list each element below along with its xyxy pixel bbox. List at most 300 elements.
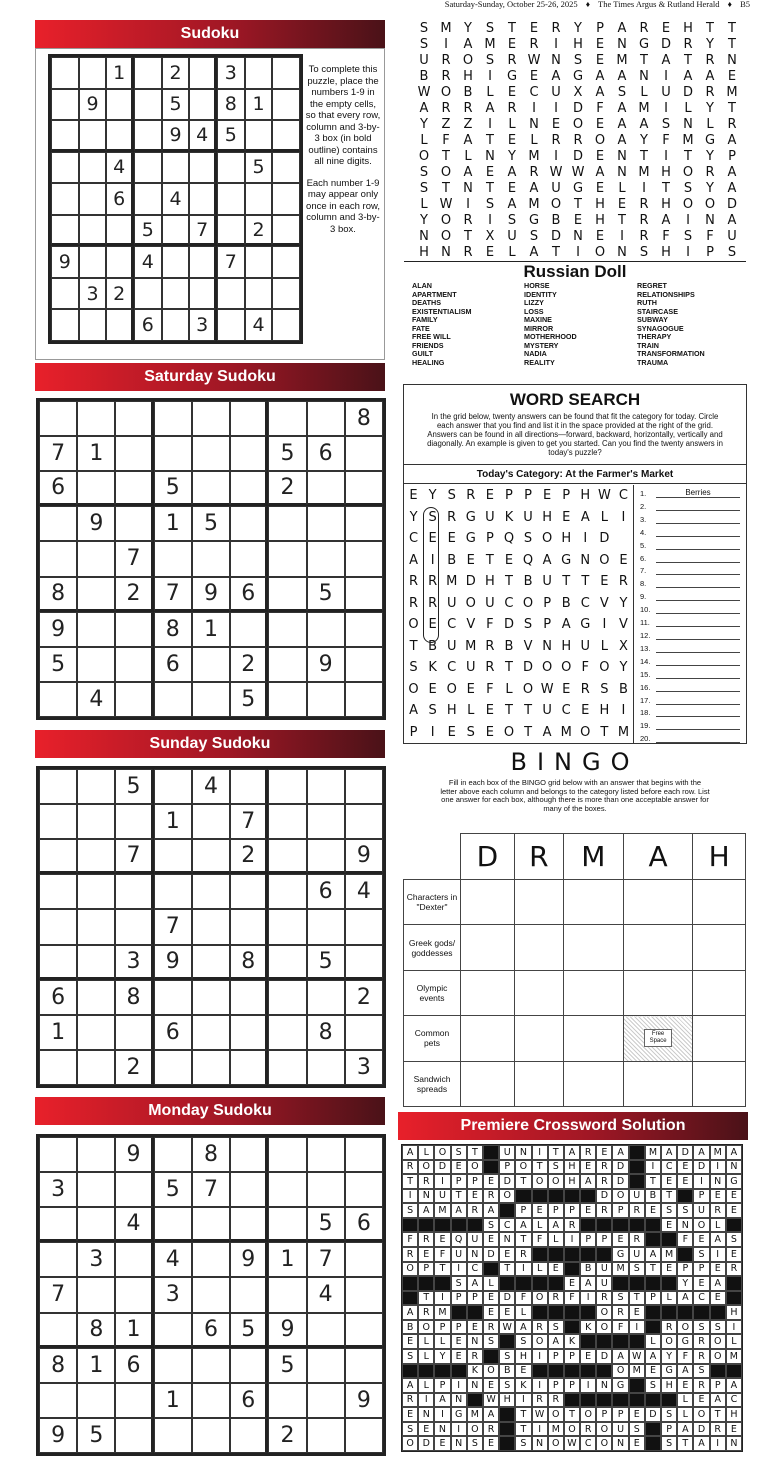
sudoku-cell[interactable]: 2: [162, 57, 190, 89]
sudoku-cell[interactable]: 6: [230, 577, 268, 612]
sudoku-cell[interactable]: [115, 1172, 153, 1207]
sudoku-cell[interactable]: [77, 612, 115, 647]
answer-blank[interactable]: [656, 695, 740, 705]
sudoku-cell[interactable]: [345, 436, 383, 471]
sudoku-cell[interactable]: [115, 1015, 153, 1050]
sudoku-cell[interactable]: [77, 647, 115, 682]
sudoku-cell[interactable]: 2: [268, 1418, 306, 1453]
bingo-cell[interactable]: [461, 880, 515, 925]
sudoku-cell[interactable]: [230, 909, 268, 944]
sudoku-cell[interactable]: [307, 612, 345, 647]
answer-blank[interactable]: [656, 578, 740, 588]
sudoku-cell[interactable]: [154, 1207, 192, 1242]
sudoku-cell[interactable]: 5: [268, 436, 306, 471]
sudoku-cell[interactable]: 1: [154, 804, 192, 839]
sudoku-cell[interactable]: 4: [245, 309, 273, 341]
sudoku-cell[interactable]: [39, 506, 77, 541]
sudoku-cell[interactable]: 8: [39, 1348, 77, 1383]
sudoku-cell[interactable]: 5: [154, 471, 192, 506]
sudoku-cell[interactable]: [77, 1172, 115, 1207]
bingo-cell[interactable]: [461, 970, 515, 1015]
sudoku-cell[interactable]: 4: [154, 1242, 192, 1277]
sudoku-cell[interactable]: [134, 57, 162, 89]
sudoku-cell[interactable]: 9: [162, 120, 190, 152]
answer-blank[interactable]: [656, 617, 740, 627]
sudoku-cell[interactable]: [79, 152, 107, 184]
sudoku-cell[interactable]: [154, 874, 192, 909]
bingo-cell[interactable]: [461, 925, 515, 970]
sudoku-cell[interactable]: [192, 401, 230, 436]
answer-blank[interactable]: [656, 527, 740, 537]
sudoku-cell[interactable]: [39, 1207, 77, 1242]
sudoku-cell[interactable]: 1: [115, 1313, 153, 1348]
sudoku-cell[interactable]: [189, 152, 217, 184]
sudoku-cell[interactable]: [39, 1242, 77, 1277]
sudoku-cell[interactable]: [272, 120, 300, 152]
sudoku-cell[interactable]: [307, 909, 345, 944]
sudoku-cell[interactable]: [192, 1418, 230, 1453]
bingo-cell[interactable]: [514, 1061, 563, 1106]
sudoku-cell[interactable]: 2: [230, 647, 268, 682]
sudoku-cell[interactable]: [115, 506, 153, 541]
sudoku-cell[interactable]: [345, 1172, 383, 1207]
sudoku-cell[interactable]: [77, 1015, 115, 1050]
sudoku-cell[interactable]: [51, 57, 79, 89]
sudoku-cell[interactable]: 7: [115, 839, 153, 874]
sudoku-cell[interactable]: [345, 506, 383, 541]
sudoku-cell[interactable]: [77, 945, 115, 980]
sudoku-cell[interactable]: [307, 506, 345, 541]
sudoku-cell[interactable]: [154, 839, 192, 874]
answer-blank[interactable]: [656, 565, 740, 575]
sudoku-cell[interactable]: [154, 1348, 192, 1383]
bingo-cell[interactable]: [461, 1016, 515, 1061]
sudoku-cell[interactable]: [162, 246, 190, 278]
sudoku-cell[interactable]: [115, 1418, 153, 1453]
sudoku-cell[interactable]: [268, 980, 306, 1015]
sudoku-cell[interactable]: [77, 980, 115, 1015]
sudoku-cell[interactable]: [230, 1277, 268, 1312]
sudoku-cell[interactable]: [345, 1277, 383, 1312]
sudoku-cell[interactable]: 7: [115, 541, 153, 576]
sudoku-cell[interactable]: 6: [39, 980, 77, 1015]
sudoku-cell[interactable]: 3: [79, 278, 107, 310]
answer-blank[interactable]: [656, 604, 740, 614]
sudoku-cell[interactable]: [39, 804, 77, 839]
sudoku-cell[interactable]: 2: [230, 839, 268, 874]
sudoku-cell[interactable]: [268, 839, 306, 874]
sudoku-cell[interactable]: [217, 309, 245, 341]
answer-blank[interactable]: [656, 553, 740, 563]
sudoku-cell[interactable]: [192, 839, 230, 874]
sudoku-cell[interactable]: 2: [106, 278, 134, 310]
bingo-cell[interactable]: [563, 880, 623, 925]
sudoku-cell[interactable]: [245, 57, 273, 89]
sudoku-cell[interactable]: [230, 874, 268, 909]
sudoku-cell[interactable]: [134, 183, 162, 215]
sudoku-cell[interactable]: 4: [192, 769, 230, 804]
answer-blank[interactable]: [656, 733, 740, 743]
sudoku-cell[interactable]: [345, 471, 383, 506]
sudoku-cell[interactable]: 5: [115, 769, 153, 804]
sudoku-cell[interactable]: [307, 541, 345, 576]
sudoku-cell[interactable]: 5: [245, 152, 273, 184]
sudoku-cell[interactable]: [230, 1207, 268, 1242]
sudoku-cell[interactable]: [134, 278, 162, 310]
sudoku-cell[interactable]: 5: [230, 682, 268, 717]
sudoku-cell[interactable]: 9: [77, 506, 115, 541]
sudoku-cell[interactable]: [154, 1137, 192, 1172]
sudoku-cell[interactable]: [115, 612, 153, 647]
sudoku-cell[interactable]: [307, 1348, 345, 1383]
sudoku-cell[interactable]: [115, 804, 153, 839]
sudoku-cell[interactable]: 5: [77, 1418, 115, 1453]
sudoku-cell[interactable]: [77, 541, 115, 576]
sudoku-cell[interactable]: [307, 980, 345, 1015]
sudoku-cell[interactable]: 7: [217, 246, 245, 278]
sudoku-cell[interactable]: [51, 89, 79, 121]
sudoku-cell[interactable]: [272, 183, 300, 215]
sudoku-cell[interactable]: [162, 152, 190, 184]
sudoku-cell[interactable]: [272, 278, 300, 310]
sudoku-cell[interactable]: [268, 874, 306, 909]
sudoku-cell[interactable]: [230, 1172, 268, 1207]
sudoku-cell[interactable]: [154, 1418, 192, 1453]
sudoku-cell[interactable]: [154, 1050, 192, 1085]
sudoku-cell[interactable]: 7: [192, 1172, 230, 1207]
sudoku-cell[interactable]: 9: [230, 1242, 268, 1277]
sudoku-cell[interactable]: 7: [154, 909, 192, 944]
sudoku-cell[interactable]: [245, 278, 273, 310]
sudoku-cell[interactable]: 5: [154, 1172, 192, 1207]
sudoku-cell[interactable]: [245, 120, 273, 152]
sudoku-cell[interactable]: 2: [268, 471, 306, 506]
sudoku-cell[interactable]: 9: [154, 945, 192, 980]
sudoku-cell[interactable]: 5: [307, 1207, 345, 1242]
sudoku-cell[interactable]: [268, 1207, 306, 1242]
bingo-cell[interactable]: [693, 1061, 746, 1106]
bingo-cell[interactable]: [563, 1061, 623, 1106]
answer-blank[interactable]: [656, 656, 740, 666]
sudoku-cell[interactable]: [115, 436, 153, 471]
sudoku-cell[interactable]: [192, 1207, 230, 1242]
sudoku-cell[interactable]: 8: [154, 612, 192, 647]
sudoku-cell[interactable]: [217, 278, 245, 310]
sudoku-cell[interactable]: [192, 436, 230, 471]
sudoku-cell[interactable]: [51, 215, 79, 247]
bingo-cell[interactable]: [623, 1016, 692, 1061]
sudoku-cell[interactable]: [307, 471, 345, 506]
sudoku-cell[interactable]: [192, 1348, 230, 1383]
sudoku-cell[interactable]: [115, 1277, 153, 1312]
sudoku-cell[interactable]: [345, 1348, 383, 1383]
sudoku-cell[interactable]: 6: [307, 874, 345, 909]
bingo-cell[interactable]: [514, 880, 563, 925]
sudoku-cell[interactable]: [307, 1137, 345, 1172]
bingo-cell[interactable]: [623, 925, 692, 970]
sudoku-cell[interactable]: 8: [217, 89, 245, 121]
sudoku-cell[interactable]: 3: [154, 1277, 192, 1312]
sudoku-cell[interactable]: [115, 909, 153, 944]
sudoku-cell[interactable]: [115, 471, 153, 506]
sudoku-cell[interactable]: [268, 945, 306, 980]
sudoku-cell[interactable]: [77, 1137, 115, 1172]
sudoku-cell[interactable]: [268, 1383, 306, 1418]
sudoku-cell[interactable]: [189, 246, 217, 278]
sudoku-cell[interactable]: 1: [77, 436, 115, 471]
sudoku-cell[interactable]: 6: [115, 1348, 153, 1383]
sudoku-cell[interactable]: [268, 647, 306, 682]
sudoku-cell[interactable]: 1: [106, 57, 134, 89]
sudoku-cell[interactable]: 5: [307, 945, 345, 980]
sudoku-cell[interactable]: [162, 278, 190, 310]
sudoku-cell[interactable]: [268, 506, 306, 541]
sudoku-cell[interactable]: 8: [230, 945, 268, 980]
sudoku-cell[interactable]: [230, 1348, 268, 1383]
sudoku-cell[interactable]: [192, 1015, 230, 1050]
sudoku-cell[interactable]: [39, 909, 77, 944]
sudoku-cell[interactable]: 9: [307, 647, 345, 682]
sudoku-cell[interactable]: 3: [217, 57, 245, 89]
sudoku-cell[interactable]: 2: [115, 577, 153, 612]
sudoku-cell[interactable]: [230, 506, 268, 541]
sudoku-cell[interactable]: [51, 183, 79, 215]
sudoku-cell[interactable]: [51, 309, 79, 341]
sudoku-cell[interactable]: [134, 152, 162, 184]
sudoku-cell[interactable]: [79, 57, 107, 89]
sudoku-cell[interactable]: 7: [189, 215, 217, 247]
sudoku-cell[interactable]: 2: [345, 980, 383, 1015]
sudoku-cell[interactable]: [268, 1015, 306, 1050]
sudoku-cell[interactable]: [268, 577, 306, 612]
sudoku-cell[interactable]: [79, 120, 107, 152]
sudoku-cell[interactable]: [268, 541, 306, 576]
sudoku-cell[interactable]: 4: [162, 183, 190, 215]
sudoku-cell[interactable]: 2: [115, 1050, 153, 1085]
sudoku-cell[interactable]: [77, 1050, 115, 1085]
sudoku-cell[interactable]: 8: [115, 980, 153, 1015]
sudoku-cell[interactable]: [245, 246, 273, 278]
answer-blank[interactable]: Berries: [656, 488, 740, 498]
sudoku-cell[interactable]: [51, 120, 79, 152]
sudoku-cell[interactable]: [230, 471, 268, 506]
sudoku-cell[interactable]: [230, 1015, 268, 1050]
sudoku-cell[interactable]: 1: [245, 89, 273, 121]
sudoku-cell[interactable]: [189, 57, 217, 89]
sudoku-cell[interactable]: [77, 874, 115, 909]
sudoku-cell[interactable]: [230, 769, 268, 804]
sudoku-cell[interactable]: 6: [192, 1313, 230, 1348]
sudoku-cell[interactable]: 6: [154, 1015, 192, 1050]
sudoku-cell[interactable]: 4: [189, 120, 217, 152]
sudoku-cell[interactable]: [77, 839, 115, 874]
sudoku-cell[interactable]: 5: [230, 1313, 268, 1348]
sudoku-cell[interactable]: [345, 769, 383, 804]
sudoku-cell[interactable]: [345, 1242, 383, 1277]
sudoku-cell[interactable]: [39, 401, 77, 436]
sudoku-cell[interactable]: [272, 89, 300, 121]
sudoku-cell[interactable]: [115, 874, 153, 909]
bingo-cell[interactable]: [623, 880, 692, 925]
bingo-cell[interactable]: [623, 1061, 692, 1106]
sudoku-cell[interactable]: 4: [345, 874, 383, 909]
sudoku-cell[interactable]: 9: [51, 246, 79, 278]
sudoku-cell[interactable]: [268, 804, 306, 839]
sudoku-cell[interactable]: 8: [39, 577, 77, 612]
sudoku-cell[interactable]: [115, 1383, 153, 1418]
sudoku-cell[interactable]: [192, 1050, 230, 1085]
sudoku-cell[interactable]: [192, 682, 230, 717]
sudoku-cell[interactable]: [77, 1277, 115, 1312]
sudoku-cell[interactable]: 4: [77, 682, 115, 717]
sudoku-cell[interactable]: [307, 1418, 345, 1453]
bingo-cell[interactable]: [693, 1016, 746, 1061]
sudoku-cell[interactable]: 1: [77, 1348, 115, 1383]
sudoku-cell[interactable]: [192, 1242, 230, 1277]
sudoku-cell[interactable]: 6: [134, 309, 162, 341]
sudoku-cell[interactable]: 9: [115, 1137, 153, 1172]
bingo-cell[interactable]: [514, 925, 563, 970]
sudoku-cell[interactable]: 3: [77, 1242, 115, 1277]
sudoku-cell[interactable]: [162, 309, 190, 341]
sudoku-cell[interactable]: [77, 1383, 115, 1418]
sudoku-cell[interactable]: [154, 980, 192, 1015]
sudoku-cell[interactable]: 8: [77, 1313, 115, 1348]
sudoku-cell[interactable]: 5: [192, 506, 230, 541]
sudoku-cell[interactable]: 3: [345, 1050, 383, 1085]
sudoku-cell[interactable]: [39, 1383, 77, 1418]
sudoku-cell[interactable]: [192, 804, 230, 839]
sudoku-cell[interactable]: [272, 309, 300, 341]
sudoku-cell[interactable]: [230, 436, 268, 471]
sudoku-cell[interactable]: [39, 769, 77, 804]
sudoku-cell[interactable]: [39, 1050, 77, 1085]
sudoku-cell[interactable]: [345, 909, 383, 944]
sudoku-cell[interactable]: [268, 682, 306, 717]
sudoku-cell[interactable]: [272, 57, 300, 89]
sudoku-cell[interactable]: [39, 839, 77, 874]
sudoku-cell[interactable]: 6: [39, 471, 77, 506]
sudoku-cell[interactable]: [115, 1242, 153, 1277]
sudoku-cell[interactable]: [189, 278, 217, 310]
sudoku-cell[interactable]: [154, 436, 192, 471]
sudoku-cell[interactable]: [134, 120, 162, 152]
sudoku-cell[interactable]: 9: [345, 839, 383, 874]
sudoku-cell[interactable]: [230, 401, 268, 436]
sudoku-cell[interactable]: 5: [134, 215, 162, 247]
sudoku-cell[interactable]: [268, 909, 306, 944]
sudoku-cell[interactable]: [192, 1383, 230, 1418]
sudoku-cell[interactable]: 7: [154, 577, 192, 612]
sudoku-cell[interactable]: 3: [115, 945, 153, 980]
sudoku-cell[interactable]: [268, 1050, 306, 1085]
answer-blank[interactable]: [656, 630, 740, 640]
bingo-cell[interactable]: [563, 925, 623, 970]
sudoku-cell[interactable]: [106, 309, 134, 341]
sudoku-cell[interactable]: [307, 401, 345, 436]
sudoku-cell[interactable]: 9: [79, 89, 107, 121]
sudoku-cell[interactable]: [154, 541, 192, 576]
sudoku-cell[interactable]: 1: [192, 612, 230, 647]
sudoku-cell[interactable]: [268, 1277, 306, 1312]
sudoku-cell[interactable]: [192, 541, 230, 576]
answer-blank[interactable]: [656, 682, 740, 692]
sudoku-cell[interactable]: 9: [268, 1313, 306, 1348]
sudoku-cell[interactable]: 3: [189, 309, 217, 341]
sudoku-cell[interactable]: [268, 612, 306, 647]
sudoku-cell[interactable]: [268, 1172, 306, 1207]
sudoku-cell[interactable]: [77, 769, 115, 804]
sudoku-cell[interactable]: [272, 246, 300, 278]
sudoku-cell[interactable]: [230, 980, 268, 1015]
answer-blank[interactable]: [656, 720, 740, 730]
sudoku-cell[interactable]: [192, 980, 230, 1015]
sudoku-cell[interactable]: 6: [106, 183, 134, 215]
sudoku-cell[interactable]: [106, 120, 134, 152]
sudoku-cell[interactable]: [230, 1418, 268, 1453]
sudoku-cell[interactable]: [230, 541, 268, 576]
sudoku-cell[interactable]: [79, 309, 107, 341]
sudoku-cell[interactable]: [307, 804, 345, 839]
sudoku-cell[interactable]: [345, 682, 383, 717]
sudoku-cell[interactable]: [106, 89, 134, 121]
sudoku-cell[interactable]: [115, 401, 153, 436]
sudoku-cell[interactable]: [39, 682, 77, 717]
sudoku-cell[interactable]: 5: [39, 647, 77, 682]
sudoku-cell[interactable]: [307, 769, 345, 804]
sudoku-cell[interactable]: [77, 909, 115, 944]
sudoku-cell[interactable]: [39, 1313, 77, 1348]
sudoku-cell[interactable]: [115, 647, 153, 682]
sudoku-cell[interactable]: [307, 1050, 345, 1085]
sudoku-cell[interactable]: [192, 945, 230, 980]
sudoku-cell[interactable]: [230, 1050, 268, 1085]
sudoku-cell[interactable]: [134, 89, 162, 121]
bingo-cell[interactable]: [514, 970, 563, 1015]
sudoku-cell[interactable]: 4: [106, 152, 134, 184]
sudoku-cell[interactable]: [154, 769, 192, 804]
sudoku-cell[interactable]: [345, 1015, 383, 1050]
bingo-cell[interactable]: [461, 1061, 515, 1106]
answer-blank[interactable]: [656, 501, 740, 511]
sudoku-cell[interactable]: [345, 804, 383, 839]
bingo-cell[interactable]: [563, 1016, 623, 1061]
sudoku-cell[interactable]: [345, 1418, 383, 1453]
sudoku-cell[interactable]: 9: [192, 577, 230, 612]
sudoku-cell[interactable]: [39, 541, 77, 576]
bingo-cell[interactable]: [693, 970, 746, 1015]
sudoku-cell[interactable]: [345, 647, 383, 682]
sudoku-cell[interactable]: [39, 945, 77, 980]
sudoku-cell[interactable]: [51, 278, 79, 310]
sudoku-cell[interactable]: 9: [39, 612, 77, 647]
sudoku-cell[interactable]: [272, 215, 300, 247]
sudoku-cell[interactable]: 7: [39, 1277, 77, 1312]
sudoku-cell[interactable]: [79, 215, 107, 247]
sudoku-cell[interactable]: [106, 246, 134, 278]
sudoku-cell[interactable]: 7: [230, 804, 268, 839]
sudoku-cell[interactable]: 9: [39, 1418, 77, 1453]
sudoku-cell[interactable]: 2: [245, 215, 273, 247]
answer-blank[interactable]: [656, 669, 740, 679]
sudoku-cell[interactable]: [268, 401, 306, 436]
sudoku-cell[interactable]: 9: [345, 1383, 383, 1418]
sudoku-cell[interactable]: [115, 682, 153, 717]
sudoku-cell[interactable]: [192, 909, 230, 944]
sudoku-cell[interactable]: 1: [154, 1383, 192, 1418]
sudoku-cell[interactable]: [307, 1313, 345, 1348]
sudoku-cell[interactable]: [106, 215, 134, 247]
